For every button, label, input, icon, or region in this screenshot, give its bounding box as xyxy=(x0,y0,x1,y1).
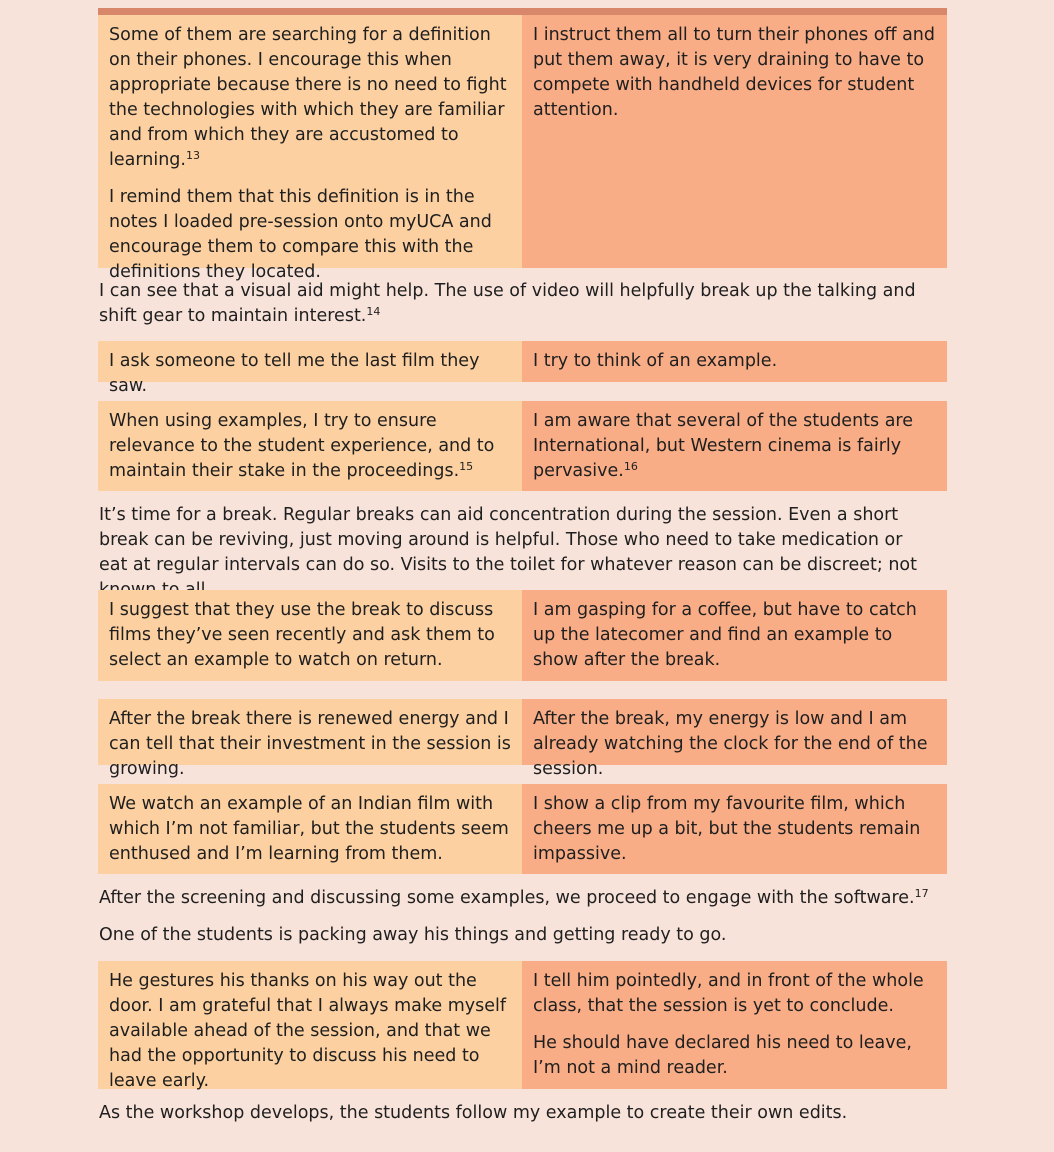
right-cell xyxy=(522,784,947,874)
left-cell xyxy=(98,590,522,681)
cell-paragraph: I remind them that this definition is in the notes I loaded pre-session onto myUCA and encourage them to compare this with the definitions they located. xyxy=(109,187,492,282)
comparison-row xyxy=(98,784,947,874)
narrative-paragraph: It’s time for a break. Regular breaks can aid concentration during the session. Even a short break can be reviving, just moving around is helpful. Those who need to take medication or eat at regular intervals can do so. Visits to the toilet for whatever reason can be discreet; not xyxy=(99,505,917,575)
right-cell xyxy=(522,590,947,681)
comparison-row xyxy=(98,590,947,681)
cell-paragraph: I suggest that they use the break to discuss films they’ve seen recently and ask them to select an example to watch on return. xyxy=(109,600,495,670)
right-cell xyxy=(522,401,947,491)
right-cell xyxy=(522,961,947,1089)
comparison-row xyxy=(98,341,947,396)
cell-paragraph: I am gasping for a coffee, but have to catch up the latecomer and find an example to show after the break. xyxy=(533,600,917,670)
comparison-row xyxy=(98,699,947,779)
comparison-row xyxy=(98,15,947,282)
right-cell xyxy=(522,699,947,779)
cell-paragraph: He gestures his thanks on his way out the door. I am grateful that I always make myself available ahead of the session, and that we had the opportunity to discuss his need to leave early. xyxy=(109,971,507,1091)
comparison-row xyxy=(98,401,947,491)
cell-paragraph: We watch an example of an Indian film with which I’m not familiar, but the students seem enthused and I’m learning from them. xyxy=(109,794,509,864)
top-rule xyxy=(98,8,947,15)
cell-paragraph: I try to think of an example. xyxy=(533,351,778,371)
cell-paragraph: I instruct them all to turn their phones off and put them away, it is very draining to have to compete with handheld devices for student attention. xyxy=(533,25,935,120)
narrative-paragraph: After the screening and discussing some examples, we proceed to engage with the software.$^{17}$ xyxy=(99,887,929,908)
cell-paragraph: I tell him pointedly, and in front of the whole class, that the session is yet to conclude. xyxy=(533,971,924,1016)
left-cell xyxy=(98,961,522,1089)
left-cell xyxy=(98,341,522,396)
right-cell xyxy=(522,15,947,268)
cell-paragraph: He should have declared his need to leave, I’m not a mind reader. xyxy=(533,1033,912,1078)
cell-paragraph: After the break, my energy is low and I am already watching the clock for the end of the session. xyxy=(533,709,928,779)
cell-paragraph: After the break there is renewed energy and I can tell that their investment in the session is growing. xyxy=(109,709,511,779)
cell-paragraph: I show a clip from my favourite film, which cheers me up a bit, but the students remain impassive. xyxy=(533,794,921,864)
narrative-paragraph: As the workshop develops, the students follow my example to create their own edits. xyxy=(99,1103,848,1123)
narrative-paragraph: I can see that a visual aid might help. The use of video will helpfully break up the talking and shift gear to maintain interest.$^{14}$ xyxy=(99,281,916,326)
left-cell xyxy=(98,15,522,282)
left-cell xyxy=(98,699,522,779)
cell-paragraph: I am aware that several of the students are International, but Western cinema is fairly pervasive.$^{16}$ xyxy=(533,411,914,481)
right-cell xyxy=(522,341,947,382)
cell-paragraph: I ask someone to tell me the last film they saw. xyxy=(109,351,480,396)
cell-paragraph: Some of them are searching for a definition on their phones. I encourage this when appropriate because there is no need to fight the technologies with which they are familiar and from which they are accustomed to learning.$^{13}$ xyxy=(109,25,507,170)
comparison-row xyxy=(98,961,947,1089)
left-cell xyxy=(98,401,522,491)
cell-paragraph: When using examples, I try to ensure relevance to the student experience, and to maintain their stake in the proceedings.$^{15}$ xyxy=(109,411,495,481)
left-cell xyxy=(98,784,522,874)
narrative-paragraph: One of the students is packing away his things and getting ready to go. xyxy=(99,925,727,945)
